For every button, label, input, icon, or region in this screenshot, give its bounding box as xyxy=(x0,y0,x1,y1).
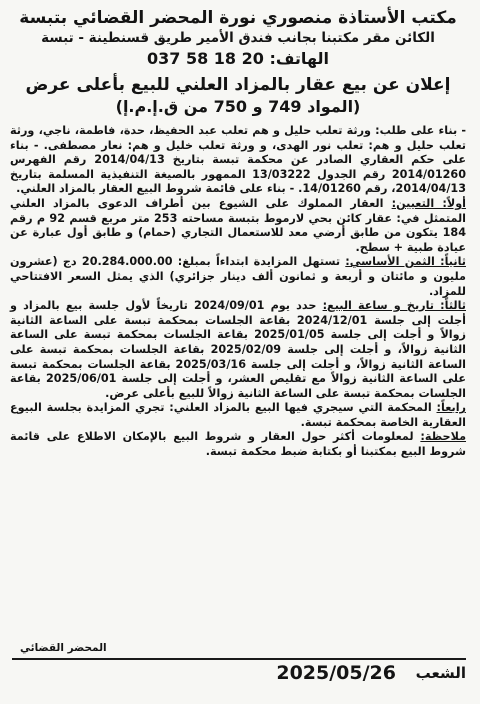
intro-paragraph: - بناء على طلب: ورثة تعلب حليل و هم تعلب عبد الحفيظ، حدة، فاطمة، ناجي، ورثة تعلب حليل و هم: تعلب نور الهدى، و ورثة تعلب خليل و هم: نعار مصطفى. - بناء على حكم العقاري الصادر عن محكمة تبسة بتاريخ 2014/04/13 رقم الفهرس 2014/01260 رقم الجدول 13/03222 الممهور بالصيغة التنفيذية المسلمة بتاريخ 2014/04/13، رقم 14/01260. - بناء على قائمة شروط البيع العقار بالمزاد العلني. xyxy=(10,124,466,196)
section-fourth-text: المحكمة التي سيجري فيها البيع بالمزاد العلني: تجري المزايدة بجلسة البيوع العقارية الخاصة بمحكمة تبسة. xyxy=(10,401,466,429)
price-in-words: (عشرون مليون و مائتان و أربعة و ثمانون ألف دينار جزائري) الذي يمثل السعر الافتتاحي للمزاد. xyxy=(10,255,466,298)
section-third xyxy=(10,299,466,401)
note-label: ملاحظة: xyxy=(420,430,467,444)
office-phone xyxy=(10,48,466,70)
section-fourth-label: رابعاً: xyxy=(436,401,466,415)
note-text: لمعلومات أكثر حول العقار و شروط البيع بالإمكان الاطلاع على قائمة شروط البيع بمكتبنا أو بكتابة ضبط محكمة تبسة. xyxy=(10,430,466,459)
section-first-text: العقار المملوك على الشيوع بين أطراف الدعوى بالمزاد العلني المتمثل في: عقار كائن بحي لارموط بتبسة مساحته 253 متر مربع قسم 92 م رقم 184 يتكون من طابق أرضي معد للاستعمال التجاري (حمام) و طابق أول عبارة عن عيادة طبية + سطح. xyxy=(10,196,466,254)
footer xyxy=(12,664,466,690)
section-third-label: ثالثاً: تاريخ و ساعة البيع: xyxy=(322,299,466,313)
section-second xyxy=(10,255,466,299)
section-first xyxy=(10,197,466,255)
section-fourth xyxy=(10,401,466,430)
section-third-text: حدد يوم 2024/09/01 تاريخاً لأول جلسة بيع بالمزاد و أجلت إلى جلسة 2024/12/01 بقاعة الجلسات بمحكمة تبسة على الساعة الثانية زوالاً و أجلت إلى جلسة 2025/01/05 بقاعة الجلسات بمحكمة تبسة على الساعة الثانية زوالاً، و أجلت إلى جلسة 2025/02/09 بقاعة الجلسات بمحكمة تبسة على الساعة الثانية زوالاً، و أجلت إلى جلسة 2025/03/16 بقاعة الجلسات بمحكمة تبسة على الساعة الثانية زوالاً مع تقليص العشر، و أجلت إلى جلسة 2025/06/01 بقاعة الجلسات بمحكمة تبسة على الساعة الثانية زوالاً للبيع بأعلى عرض. xyxy=(10,299,467,400)
section-first-label: أولاً: التعيين: xyxy=(391,196,466,210)
notice-title: إعلان عن بيع عقار بالمزاد العلني للبيع بأعلى عرض xyxy=(25,75,451,95)
note xyxy=(10,430,466,459)
notice-subtitle: (المواد 749 و 750 من ق.إ.م.إ) xyxy=(115,97,361,116)
footer-divider xyxy=(12,658,466,660)
section-second-text: تستهل المزايدة ابتداءاً بمبلغ: xyxy=(177,255,341,269)
signature: المحضر القضائي xyxy=(20,642,107,654)
office-name: مكتب الأستاذة منصوري نورة المحضر القضائي بتبسة xyxy=(19,8,457,28)
phone-number: 037 58 18 20 xyxy=(146,49,264,68)
section-second-label: ثانياً: الثمن الأساسي: xyxy=(345,255,466,269)
office-address: الكائن مقر مكتبنا بجانب فندق الأمير طريق قسنطينة - تبسة xyxy=(41,30,435,46)
starting-price: 20.284.000.00 دج xyxy=(62,255,173,269)
newspaper-name: الشعب xyxy=(415,664,466,682)
phone-label: الهاتف: xyxy=(269,49,329,68)
publication-date: 2025/05/26 xyxy=(276,662,396,684)
